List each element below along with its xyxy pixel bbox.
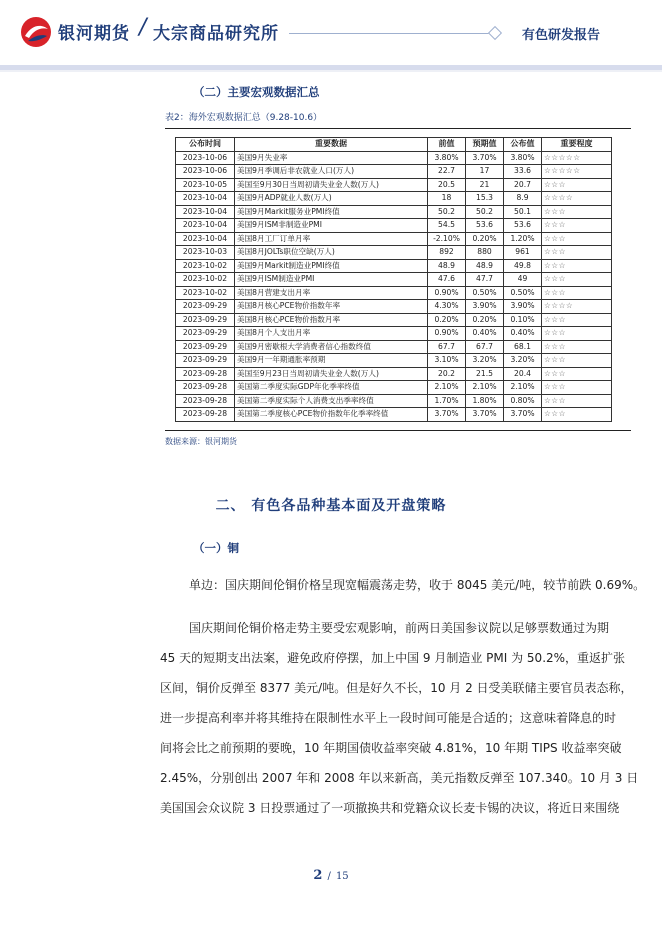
- release-date: 2023-10-05: [176, 178, 235, 192]
- column-header: 重要程度: [542, 138, 612, 152]
- column-header: 预期值: [466, 138, 504, 152]
- indicator-name: 美国8月个人支出月率: [235, 327, 428, 341]
- body-line: 进一步提高利率并将其维持在限制性水平上一段时间可能是合适的；这意味着降息的时: [160, 711, 617, 725]
- indicator-name: 美国第二季度实际GDP年化季率终值: [235, 381, 428, 395]
- table-row: [176, 340, 612, 354]
- diamond-icon: [488, 26, 502, 40]
- expected-value: 67.7: [466, 340, 504, 354]
- importance-stars: ☆☆☆: [542, 327, 612, 341]
- column-header: 公布时间: [176, 138, 235, 152]
- data-source: 数据来源：银河期货: [165, 437, 237, 446]
- header-rule: [289, 33, 491, 34]
- previous-value: 892: [428, 246, 466, 260]
- table-row: [176, 286, 612, 300]
- actual-value: 961: [504, 246, 542, 260]
- previous-value: 22.7: [428, 165, 466, 179]
- indicator-name: 美国至9月30日当周初请失业金人数(万人): [235, 178, 428, 192]
- importance-stars: ☆☆☆☆☆: [542, 151, 612, 165]
- release-date: 2023-10-06: [176, 165, 235, 179]
- table-row: [176, 205, 612, 219]
- importance-stars: ☆☆☆☆☆: [542, 165, 612, 179]
- table-top-rule: [165, 128, 631, 129]
- importance-stars: ☆☆☆: [542, 232, 612, 246]
- table-header-row: [176, 138, 612, 152]
- table-row: [176, 273, 612, 287]
- indicator-name: 美国9月Markit制造业PMI终值: [235, 259, 428, 273]
- expected-value: 50.2: [466, 205, 504, 219]
- release-date: 2023-10-04: [176, 205, 235, 219]
- table-body: [176, 151, 612, 421]
- actual-value: 53.6: [504, 219, 542, 233]
- previous-value: 54.5: [428, 219, 466, 233]
- section-title: （二）主要宏观数据汇总: [193, 85, 320, 99]
- indicator-name: 美国8月营建支出月率: [235, 286, 428, 300]
- actual-value: 3.80%: [504, 151, 542, 165]
- table-caption: 表2：海外宏观数据汇总（9.28-10.6）: [165, 113, 323, 123]
- release-date: 2023-09-28: [176, 367, 235, 381]
- actual-value: 50.1: [504, 205, 542, 219]
- table-row: [176, 313, 612, 327]
- expected-value: 3.20%: [466, 354, 504, 368]
- table-row: [176, 219, 612, 233]
- previous-value: 20.2: [428, 367, 466, 381]
- indicator-name: 美国8月核心PCE物价指数年率: [235, 300, 428, 314]
- release-date: 2023-10-02: [176, 273, 235, 287]
- expected-value: 21: [466, 178, 504, 192]
- expected-value: 21.5: [466, 367, 504, 381]
- summary-paragraph: [160, 570, 646, 600]
- page-header: [0, 0, 662, 72]
- importance-stars: ☆☆☆: [542, 205, 612, 219]
- body-line: 美国国会众议院 3 日投票通过了一项撤换共和党籍众议长麦卡锡的决议，将近日来围绕: [160, 801, 620, 815]
- actual-value: 20.7: [504, 178, 542, 192]
- release-date: 2023-10-06: [176, 151, 235, 165]
- previous-value: 1.70%: [428, 394, 466, 408]
- summary-line: 单边：国庆期间伦铜价格呈现宽幅震荡走势，收于 8045 美元/吨，较节前跌 0.69%。: [189, 578, 646, 592]
- column-header: 前值: [428, 138, 466, 152]
- table-row: [176, 367, 612, 381]
- actual-value: 49.8: [504, 259, 542, 273]
- indicator-name: 美国8月核心PCE物价指数月率: [235, 313, 428, 327]
- indicator-name: 美国9月密歇根大学消费者信心指数终值: [235, 340, 428, 354]
- body-line: 45 天的短期支出法案，避免政府停摆，加上中国 9 月制造业 PMI 为 50.2%，重返扩张: [160, 651, 626, 665]
- indicator-name: 美国9月一年期通胀率预期: [235, 354, 428, 368]
- column-header: 重要数据: [235, 138, 428, 152]
- expected-value: 47.7: [466, 273, 504, 287]
- body-line: 间将会比之前预期的要晚，10 年期国债收益率突破 4.81%，10 年期 TIPS 收益率突破: [160, 741, 622, 755]
- previous-value: -2.10%: [428, 232, 466, 246]
- column-header: 公布值: [504, 138, 542, 152]
- expected-value: 53.6: [466, 219, 504, 233]
- previous-value: 0.90%: [428, 327, 466, 341]
- release-date: 2023-09-29: [176, 313, 235, 327]
- table-row: [176, 300, 612, 314]
- indicator-name: 美国9月ISM制造业PMI: [235, 273, 428, 287]
- table-row: [176, 165, 612, 179]
- body-line: 国庆期间伦铜价格走势主要受宏观影响，前两日美国参议院以足够票数通过为期: [189, 621, 610, 635]
- table-row: [176, 381, 612, 395]
- indicator-name: 美国9月ISM非制造业PMI: [235, 219, 428, 233]
- actual-value: 0.80%: [504, 394, 542, 408]
- brand-name: 银河期货: [58, 24, 130, 44]
- indicator-name: 美国9月Markit服务业PMI终值: [235, 205, 428, 219]
- actual-value: 49: [504, 273, 542, 287]
- expected-value: 3.90%: [466, 300, 504, 314]
- importance-stars: ☆☆☆: [542, 246, 612, 260]
- actual-value: 2.10%: [504, 381, 542, 395]
- importance-stars: ☆☆☆: [542, 354, 612, 368]
- macro-data-table: [175, 137, 612, 422]
- expected-value: 0.40%: [466, 327, 504, 341]
- release-date: 2023-09-28: [176, 381, 235, 395]
- actual-value: 0.40%: [504, 327, 542, 341]
- page-separator: /: [327, 871, 331, 882]
- importance-stars: ☆☆☆☆: [542, 300, 612, 314]
- release-date: 2023-10-04: [176, 192, 235, 206]
- importance-stars: ☆☆☆☆: [542, 192, 612, 206]
- release-date: 2023-10-02: [176, 286, 235, 300]
- actual-value: 3.90%: [504, 300, 542, 314]
- actual-value: 33.6: [504, 165, 542, 179]
- body-line: 2.45%，分别创出 2007 年和 2008 年以来新高，美元指数反弹至 107.340。10 月 3 日: [160, 771, 639, 785]
- release-date: 2023-09-28: [176, 394, 235, 408]
- previous-value: 0.20%: [428, 313, 466, 327]
- previous-value: 67.7: [428, 340, 466, 354]
- release-date: 2023-10-04: [176, 219, 235, 233]
- actual-value: 8.9: [504, 192, 542, 206]
- previous-value: 3.70%: [428, 408, 466, 422]
- table-row: [176, 394, 612, 408]
- expected-value: 1.80%: [466, 394, 504, 408]
- importance-stars: ☆☆☆: [542, 408, 612, 422]
- previous-value: 48.9: [428, 259, 466, 273]
- actual-value: 3.20%: [504, 354, 542, 368]
- importance-stars: ☆☆☆: [542, 394, 612, 408]
- release-date: 2023-09-29: [176, 300, 235, 314]
- current-page: 2: [313, 868, 323, 883]
- indicator-name: 美国9月ADP就业人数(万人): [235, 192, 428, 206]
- release-date: 2023-09-29: [176, 340, 235, 354]
- release-date: 2023-10-02: [176, 259, 235, 273]
- galaxy-futures-logo-icon: [20, 16, 52, 48]
- importance-stars: ☆☆☆: [542, 381, 612, 395]
- actual-value: 20.4: [504, 367, 542, 381]
- previous-value: 20.5: [428, 178, 466, 192]
- release-date: 2023-09-29: [176, 327, 235, 341]
- previous-value: 4.30%: [428, 300, 466, 314]
- indicator-name: 美国9月失业率: [235, 151, 428, 165]
- actual-value: 0.50%: [504, 286, 542, 300]
- actual-value: 3.70%: [504, 408, 542, 422]
- previous-value: 0.90%: [428, 286, 466, 300]
- actual-value: 68.1: [504, 340, 542, 354]
- expected-value: 0.50%: [466, 286, 504, 300]
- expected-value: 2.10%: [466, 381, 504, 395]
- importance-stars: ☆☆☆: [542, 313, 612, 327]
- header-divider: /: [139, 15, 147, 40]
- previous-value: 3.80%: [428, 151, 466, 165]
- previous-value: 18: [428, 192, 466, 206]
- table-row: [176, 151, 612, 165]
- report-type: 有色研发报告: [522, 28, 601, 43]
- previous-value: 50.2: [428, 205, 466, 219]
- expected-value: 880: [466, 246, 504, 260]
- indicator-name: 美国第二季度核心PCE物价指数年化季率终值: [235, 408, 428, 422]
- previous-value: 2.10%: [428, 381, 466, 395]
- table-bottom-rule: [165, 430, 631, 431]
- table-row: [176, 178, 612, 192]
- table-row: [176, 408, 612, 422]
- indicator-name: 美国8月JOLTs职位空缺(万人): [235, 246, 428, 260]
- total-pages: 15: [335, 871, 349, 882]
- institute-name: 大宗商品研究所: [153, 24, 279, 44]
- release-date: 2023-09-28: [176, 408, 235, 422]
- importance-stars: ☆☆☆: [542, 286, 612, 300]
- subsection-title: （一）铜: [193, 541, 239, 555]
- expected-value: 0.20%: [466, 232, 504, 246]
- importance-stars: ☆☆☆: [542, 273, 612, 287]
- importance-stars: ☆☆☆: [542, 259, 612, 273]
- chapter-title: 二、 有色各品种基本面及开盘策略: [215, 498, 447, 514]
- actual-value: 0.10%: [504, 313, 542, 327]
- body-line: 区间，铜价反弹至 8377 美元/吨。但是好久不长，10 月 2 日受美联储主要官员表态称，: [160, 681, 633, 695]
- indicator-name: 美国第二季度实际个人消费支出季率终值: [235, 394, 428, 408]
- importance-stars: ☆☆☆: [542, 340, 612, 354]
- body-paragraph: [160, 613, 639, 823]
- expected-value: 17: [466, 165, 504, 179]
- release-date: 2023-09-29: [176, 354, 235, 368]
- table-row: [176, 192, 612, 206]
- indicator-name: 美国8月工厂订单月率: [235, 232, 428, 246]
- table-row: [176, 246, 612, 260]
- table-row: [176, 327, 612, 341]
- importance-stars: ☆☆☆: [542, 178, 612, 192]
- indicator-name: 美国至9月23日当周初请失业金人数(万人): [235, 367, 428, 381]
- expected-value: 0.20%: [466, 313, 504, 327]
- table-row: [176, 232, 612, 246]
- page-number: [0, 864, 662, 883]
- expected-value: 3.70%: [466, 151, 504, 165]
- importance-stars: ☆☆☆: [542, 219, 612, 233]
- expected-value: 48.9: [466, 259, 504, 273]
- expected-value: 15.3: [466, 192, 504, 206]
- previous-value: 47.6: [428, 273, 466, 287]
- release-date: 2023-10-03: [176, 246, 235, 260]
- indicator-name: 美国9月季调后非农就业人口(万人): [235, 165, 428, 179]
- release-date: 2023-10-04: [176, 232, 235, 246]
- previous-value: 3.10%: [428, 354, 466, 368]
- actual-value: 1.20%: [504, 232, 542, 246]
- expected-value: 3.70%: [466, 408, 504, 422]
- importance-stars: ☆☆☆: [542, 367, 612, 381]
- table-row: [176, 354, 612, 368]
- table-row: [176, 259, 612, 273]
- header-band-light: [0, 70, 662, 72]
